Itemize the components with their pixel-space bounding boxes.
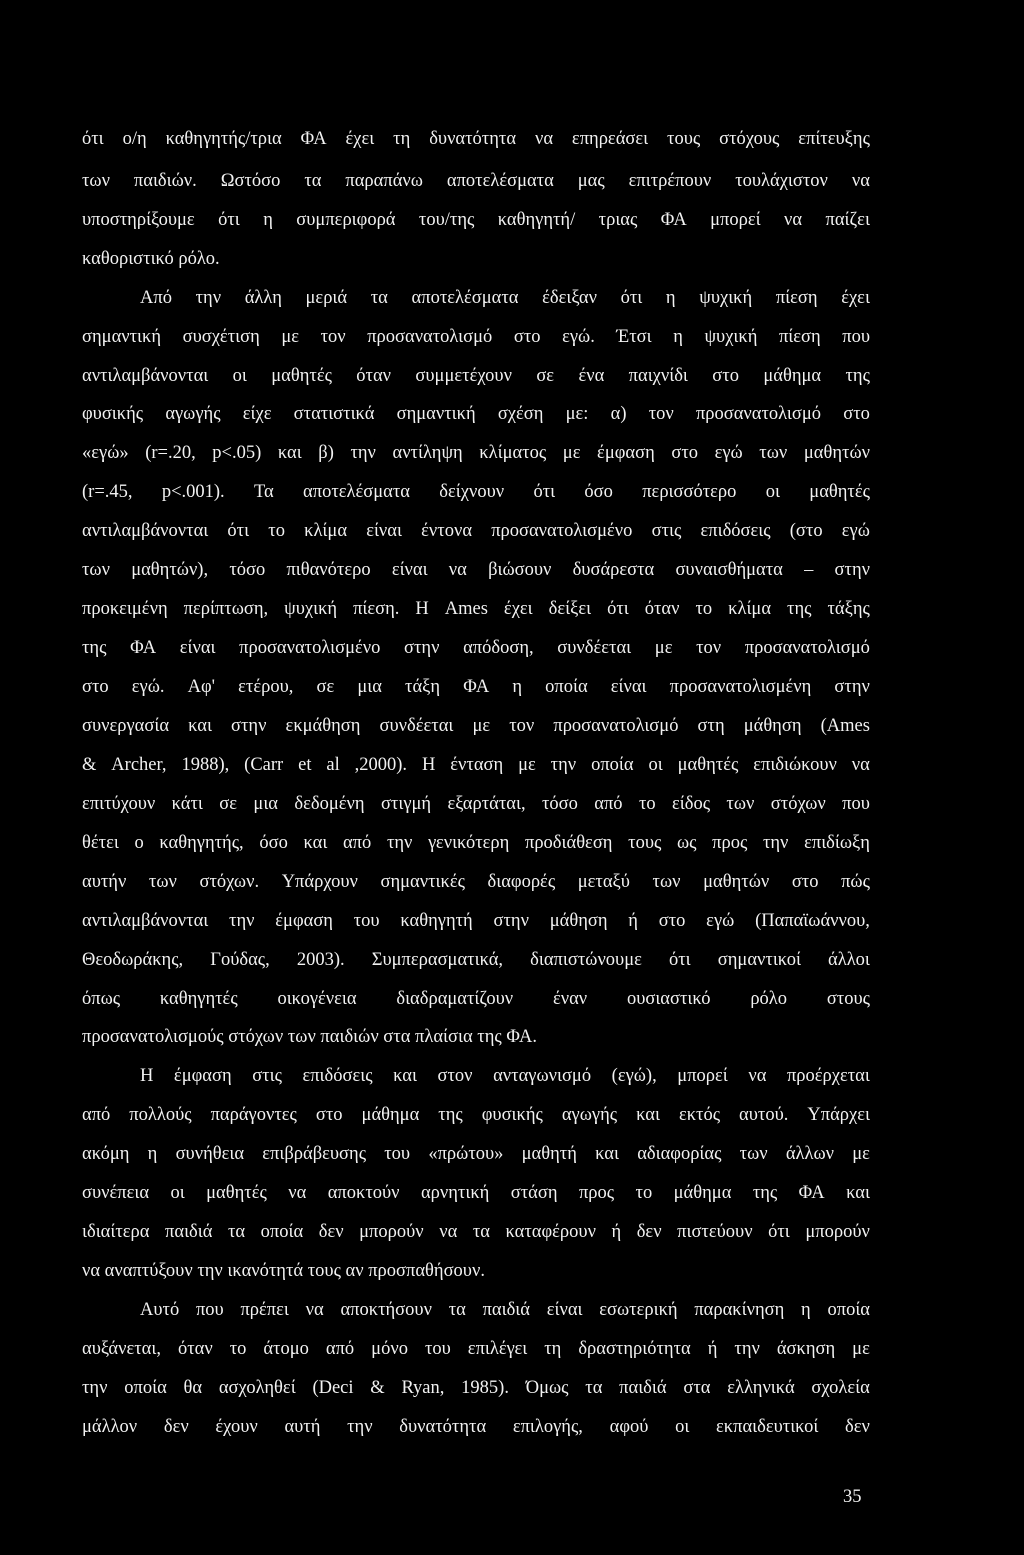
text-line: ότι ο/η καθηγητής/τρια ΦΑ έχει τη δυνατότητα να επηρεάσει τους στόχους επίτευξης [82, 129, 870, 149]
text-line: επιτύχουν κάτι σε μια δεδομένη στιγμή εξαρτάται, τόσο από το είδος των στόχων που [82, 794, 870, 814]
text-line: μάλλον δεν έχουν αυτή την δυνατότητα επιλογής, αφού οι εκπαιδευτικοί δεν [82, 1417, 870, 1437]
text-line: της ΦΑ είναι προσανατολισμένο στην απόδοση, συνδέεται με τον προσανατολισμό [82, 638, 870, 658]
text-line: & Archer, 1988), (Carr et al ,2000). Η ένταση με την οποία οι μαθητές επιδιώκουν να [82, 755, 870, 775]
text-line: υποστηρίξουμε ότι η συμπεριφορά του/της καθηγητή/ τριας ΦΑ μπορεί να παίζει [82, 210, 870, 230]
text-line: προσανατολισμούς στόχων των παιδιών στα πλαίσια της ΦΑ. [82, 1027, 537, 1047]
text-line: την οποία θα ασχοληθεί (Deci & Ryan, 1985). Όμως τα παιδιά στα ελληνικά σχολεία [82, 1378, 870, 1398]
text-line: των μαθητών), τόσο πιθανότερο είναι να βιώσουν δυσάρεστα συναισθήματα – στην [82, 560, 870, 580]
text-line: ιδιαίτερα παιδιά τα οποία δεν μπορούν να τα καταφέρουν ή δεν πιστεύουν ότι μπορούν [82, 1222, 870, 1242]
page-number: 35 [843, 1487, 862, 1507]
text-line: «εγώ» (r=.20, p<.05) και β) την αντίληψη κλίματος με έμφαση στο εγώ των μαθητών [82, 443, 870, 463]
text-line: θέτει ο καθηγητής, όσο και από την γενικότερη προδιάθεση τους ως προς την επιδίωξη [82, 833, 870, 853]
text-line: ακόμη η συνήθεια επιβράβευσης του «πρώτου» μαθητή και αδιαφορίας των άλλων με [82, 1144, 870, 1164]
text-line: όπως καθηγητές οικογένεια διαδραματίζουν έναν ουσιαστικό ρόλο στους [82, 989, 870, 1009]
text-line: συνέπεια οι μαθητές να αποκτούν αρνητική στάση προς το μάθημα της ΦΑ και [82, 1183, 870, 1203]
text-line: Η έμφαση στις επιδόσεις και στον ανταγωνισμό (εγώ), μπορεί να προέρχεται [140, 1066, 870, 1086]
text-line: από πολλούς παράγοντες στο μάθημα της φυσικής αγωγής και εκτός αυτού. Υπάρχει [82, 1105, 870, 1125]
text-line: αυξάνεται, όταν το άτομο από μόνο του επιλέγει τη δραστηριότητα ή την άσκηση με [82, 1339, 870, 1359]
text-line: συνεργασία και στην εκμάθηση συνδέεται με τον προσανατολισμό στη μάθηση (Ames [82, 716, 870, 736]
text-line: (r=.45, p<.001). Τα αποτελέσματα δείχνουν ότι όσο περισσότερο οι μαθητές [82, 482, 870, 502]
text-line: να αναπτύξουν την ικανότητά τους αν προσπαθήσουν. [82, 1261, 485, 1281]
text-line: αυτήν των στόχων. Υπάρχουν σημαντικές διαφορές μεταξύ των μαθητών στο πώς [82, 872, 870, 892]
text-line: Θεοδωράκης, Γούδας, 2003). Συμπερασματικά, διαπιστώνουμε ότι σημαντικοί άλλοι [82, 950, 870, 970]
text-line: προκειμένη περίπτωση, ψυχική πίεση. Η Ames έχει δείξει ότι όταν το κλίμα της τάξης [82, 599, 870, 619]
text-line: φυσικής αγωγής είχε στατιστικά σημαντική σχέση με: α) τον προσανατολισμό στο [82, 404, 870, 424]
text-line: Αυτό που πρέπει να αποκτήσουν τα παιδιά είναι εσωτερική παρακίνηση η οποία [140, 1300, 870, 1320]
text-line: αντιλαμβάνονται την έμφαση του καθηγητή στην μάθηση ή στο εγώ (Παπαϊωάννου, [82, 911, 870, 931]
text-line: αντιλαμβάνονται οι μαθητές όταν συμμετέχουν σε ένα παιχνίδι στο μάθημα της [82, 366, 870, 386]
text-line: σημαντική συσχέτιση με τον προσανατολισμό στο εγώ. Έτσι η ψυχική πίεση που [82, 327, 870, 347]
text-line: καθοριστικό ρόλο. [82, 249, 220, 269]
text-line: αντιλαμβάνονται ότι το κλίμα είναι έντονα προσανατολισμένο στις επιδόσεις (στο εγώ [82, 521, 870, 541]
text-line: Από την άλλη μεριά τα αποτελέσματα έδειξαν ότι η ψυχική πίεση έχει [140, 288, 870, 308]
text-line: των παιδιών. Ωστόσο τα παραπάνω αποτελέσματα μας επιτρέπουν τουλάχιστον να [82, 171, 870, 191]
text-line: στο εγώ. Αφ' ετέρου, σε μια τάξη ΦΑ η οποία είναι προσανατολισμένη στην [82, 677, 870, 697]
